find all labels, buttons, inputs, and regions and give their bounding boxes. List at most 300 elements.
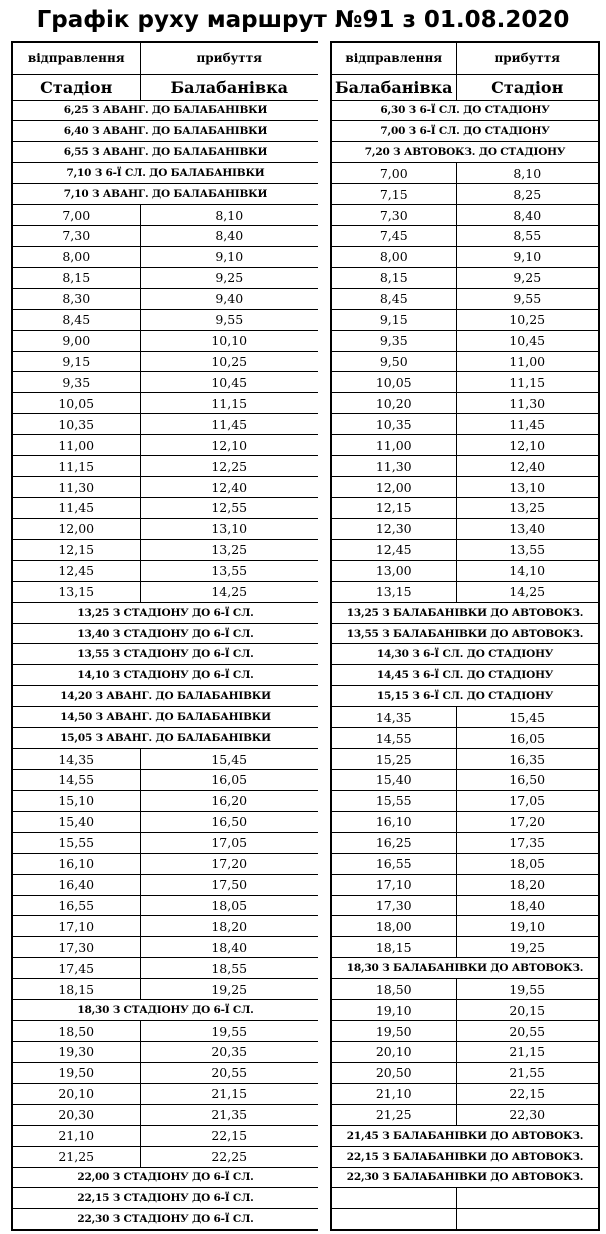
departure-time: 18,00 — [331, 916, 456, 937]
arrival-time: 10,45 — [140, 372, 319, 393]
arrival-time: 17,20 — [140, 853, 319, 874]
note-row — [12, 665, 319, 686]
arrival-time: 19,25 — [140, 979, 319, 1000]
trip-note: 6,30 З 6-Ї СЛ. ДО СТАДІОНУ — [331, 100, 599, 121]
departure-time: 7,45 — [331, 226, 456, 247]
departure-time: 10,35 — [331, 414, 456, 435]
note-row — [12, 686, 319, 707]
departure-time: 13,15 — [12, 581, 140, 602]
table-row — [331, 1104, 599, 1125]
arrival-time: 17,50 — [140, 874, 319, 895]
table-row — [331, 1062, 599, 1083]
departure-time: 12,00 — [12, 518, 140, 539]
table-row — [12, 916, 319, 937]
table-row — [331, 205, 599, 226]
note-row — [12, 1209, 319, 1230]
arrival-time: 18,20 — [140, 916, 319, 937]
trip-note: 22,15 З БАЛАБАНІВКИ ДО АВТОВОКЗ. — [331, 1146, 599, 1167]
table-row — [331, 770, 599, 791]
trip-note: 14,10 З СТАДІОНУ ДО 6-Ї СЛ. — [12, 665, 319, 686]
departure-time: 8,45 — [12, 309, 140, 330]
departure-time — [331, 1188, 456, 1209]
table-row — [331, 937, 599, 958]
trip-note: 22,30 З БАЛАБАНІВКИ ДО АВТОВОКЗ. — [331, 1167, 599, 1188]
arrival-time: 20,35 — [140, 1041, 319, 1062]
table-row — [331, 498, 599, 519]
table-row — [12, 498, 319, 519]
table-row — [12, 853, 319, 874]
table-row — [331, 246, 599, 267]
trip-note: 14,45 З 6-Ї СЛ. ДО СТАДІОНУ — [331, 665, 599, 686]
table-row — [331, 372, 599, 393]
arrival-time: 10,10 — [140, 330, 319, 351]
table-row — [12, 832, 319, 853]
table-row — [331, 728, 599, 749]
departure-time: 20,30 — [12, 1104, 140, 1125]
table-row — [331, 581, 599, 602]
table-row — [12, 330, 319, 351]
arrival-time — [456, 1188, 599, 1209]
arrival-time: 21,35 — [140, 1104, 319, 1125]
arrival-time: 11,15 — [456, 372, 599, 393]
table-row — [12, 1146, 319, 1167]
note-row — [331, 1125, 599, 1146]
arrival-time: 18,40 — [140, 937, 319, 958]
table-row — [12, 351, 319, 372]
trip-note: 22,00 З СТАДІОНУ ДО 6-Ї СЛ. — [12, 1167, 319, 1188]
trip-note: 15,05 З АВАНГ. ДО БАЛАБАНІВКИ — [12, 728, 319, 749]
table-row — [12, 518, 319, 539]
note-row — [331, 142, 599, 163]
table-row — [331, 979, 599, 1000]
departure-time: 18,15 — [12, 979, 140, 1000]
arrival-time: 9,55 — [456, 288, 599, 309]
table-row — [331, 163, 599, 184]
departure-time: 12,45 — [331, 539, 456, 560]
departure-time: 9,35 — [331, 330, 456, 351]
trip-note: 18,30 З СТАДІОНУ ДО 6-Ї СЛ. — [12, 1000, 319, 1021]
departure-time: 16,55 — [331, 853, 456, 874]
trip-note: 7,10 З АВАНГ. ДО БАЛАБАНІВКИ — [12, 184, 319, 205]
table-row — [331, 1000, 599, 1021]
table-row — [331, 393, 599, 414]
departure-time: 17,45 — [12, 958, 140, 979]
departure-time: 15,25 — [331, 749, 456, 770]
departure-time: 10,35 — [12, 414, 140, 435]
arrival-time: 18,55 — [140, 958, 319, 979]
trip-note: 14,30 З 6-Ї СЛ. ДО СТАДІОНУ — [331, 644, 599, 665]
arrival-time: 13,25 — [140, 539, 319, 560]
departure-time: 17,10 — [12, 916, 140, 937]
note-row — [331, 958, 599, 979]
table-row — [12, 1104, 319, 1125]
departure-time: 7,00 — [12, 205, 140, 226]
note-row — [12, 707, 319, 728]
table-row — [331, 518, 599, 539]
trip-note: 22,15 З СТАДІОНУ ДО 6-Ї СЛ. — [12, 1188, 319, 1209]
trip-note: 13,40 З СТАДІОНУ ДО 6-Ї СЛ. — [12, 623, 319, 644]
departure-time — [331, 1209, 456, 1230]
trip-note: 22,30 З СТАДІОНУ ДО 6-Ї СЛ. — [12, 1209, 319, 1230]
table-row — [12, 435, 319, 456]
note-row — [331, 121, 599, 142]
departure-time: 7,30 — [12, 226, 140, 247]
table-row — [12, 895, 319, 916]
arrival-time: 20,55 — [140, 1062, 319, 1083]
trip-note: 6,40 З АВАНГ. ДО БАЛАБАНІВКИ — [12, 121, 319, 142]
table-row — [12, 267, 319, 288]
departure-time: 17,30 — [331, 895, 456, 916]
table-row — [331, 330, 599, 351]
departure-time: 7,00 — [331, 163, 456, 184]
trip-note: 14,20 З АВАНГ. ДО БАЛАБАНІВКИ — [12, 686, 319, 707]
arrival-time: 18,05 — [140, 895, 319, 916]
arrival-time: 22,30 — [456, 1104, 599, 1125]
arrival-time: 8,10 — [140, 205, 319, 226]
arrival-time: 14,25 — [140, 581, 319, 602]
note-row — [331, 665, 599, 686]
departure-time: 13,00 — [331, 560, 456, 581]
departure-time: 12,45 — [12, 560, 140, 581]
arrival-time: 21,55 — [456, 1062, 599, 1083]
departure-time: 21,10 — [12, 1125, 140, 1146]
arrival-time: 9,25 — [140, 267, 319, 288]
table-row — [331, 707, 599, 728]
departure-time: 13,15 — [331, 581, 456, 602]
trip-note: 13,25 З СТАДІОНУ ДО 6-Ї СЛ. — [12, 602, 319, 623]
departure-time: 21,10 — [331, 1083, 456, 1104]
note-row — [331, 644, 599, 665]
table-row — [12, 456, 319, 477]
arrival-time: 14,25 — [456, 581, 599, 602]
arrival-time: 8,40 — [456, 205, 599, 226]
departure-time: 8,00 — [12, 246, 140, 267]
departure-time: 16,25 — [331, 832, 456, 853]
departure-time: 15,55 — [12, 832, 140, 853]
table-row — [12, 1041, 319, 1062]
table-row — [331, 309, 599, 330]
departure-time: 11,30 — [12, 477, 140, 498]
trip-note: 13,55 З БАЛАБАНІВКИ ДО АВТОВОКЗ. — [331, 623, 599, 644]
arrival-time: 19,10 — [456, 916, 599, 937]
stop-from: Балабанівка — [331, 74, 456, 100]
trip-note: 7,00 З 6-Ї СЛ. ДО СТАДІОНУ — [331, 121, 599, 142]
table-row — [331, 267, 599, 288]
trip-note: 7,20 З АВТОВОКЗ. ДО СТАДІОНУ — [331, 142, 599, 163]
table-row — [12, 477, 319, 498]
departure-time: 8,30 — [12, 288, 140, 309]
page-title: Графік руху маршрут №91 з 01.08.2020 — [36, 7, 570, 33]
arrival-time: 9,25 — [456, 267, 599, 288]
departure-time: 14,55 — [12, 770, 140, 791]
departure-time: 9,35 — [12, 372, 140, 393]
arrival-time: 20,55 — [456, 1021, 599, 1042]
departure-time: 8,15 — [331, 267, 456, 288]
table-row — [331, 351, 599, 372]
table-row — [12, 770, 319, 791]
trip-note: 7,10 З 6-Ї СЛ. ДО БАЛАБАНІВКИ — [12, 163, 319, 184]
table-row — [12, 309, 319, 330]
table-row — [331, 288, 599, 309]
departure-time: 8,15 — [12, 267, 140, 288]
arrival-time: 17,05 — [140, 832, 319, 853]
departure-time: 11,00 — [331, 435, 456, 456]
arrival-time: 13,25 — [456, 498, 599, 519]
arrival-time: 9,55 — [140, 309, 319, 330]
arrival-time: 11,45 — [456, 414, 599, 435]
table-row — [331, 184, 599, 205]
arrival-time: 11,00 — [456, 351, 599, 372]
table-row — [12, 937, 319, 958]
arrival-time: 10,25 — [456, 309, 599, 330]
departure-time: 11,30 — [331, 456, 456, 477]
stop-to: Стадіон — [456, 74, 599, 100]
table-row — [331, 414, 599, 435]
note-row — [331, 100, 599, 121]
arrival-time: 13,55 — [140, 560, 319, 581]
table-row — [331, 811, 599, 832]
table-row — [12, 1062, 319, 1083]
note-row — [12, 1167, 319, 1188]
table-row — [12, 790, 319, 811]
arrival-time: 12,55 — [140, 498, 319, 519]
note-row — [12, 1000, 319, 1021]
departure-time: 20,10 — [12, 1083, 140, 1104]
arrival-time: 21,15 — [456, 1041, 599, 1062]
table-row — [12, 581, 319, 602]
arrival-time: 20,15 — [456, 1000, 599, 1021]
trip-note: 6,55 З АВАНГ. ДО БАЛАБАНІВКИ — [12, 142, 319, 163]
table-row — [331, 916, 599, 937]
departure-time: 18,50 — [12, 1021, 140, 1042]
table-row — [12, 979, 319, 1000]
arrival-time: 8,40 — [140, 226, 319, 247]
note-row — [12, 100, 319, 121]
arrival-time: 17,35 — [456, 832, 599, 853]
header-departure: відправлення — [12, 42, 140, 74]
arrival-time: 15,45 — [456, 707, 599, 728]
arrival-time: 13,40 — [456, 518, 599, 539]
note-row — [12, 142, 319, 163]
left-timetable — [11, 41, 320, 1231]
arrival-time: 16,35 — [456, 749, 599, 770]
arrival-time: 11,30 — [456, 393, 599, 414]
departure-time: 8,00 — [331, 246, 456, 267]
table-row — [12, 246, 319, 267]
trip-note: 6,25 З АВАНГ. ДО БАЛАБАНІВКИ — [12, 100, 319, 121]
departure-time: 16,10 — [12, 853, 140, 874]
departure-time: 10,20 — [331, 393, 456, 414]
table-row — [12, 1125, 319, 1146]
arrival-time: 10,45 — [456, 330, 599, 351]
table-row — [331, 226, 599, 247]
arrival-time: 13,10 — [140, 518, 319, 539]
arrival-time: 13,10 — [456, 477, 599, 498]
trip-note: 15,15 З 6-Ї СЛ. ДО СТАДІОНУ — [331, 686, 599, 707]
trip-note: 18,30 З БАЛАБАНІВКИ ДО АВТОВОКЗ. — [331, 958, 599, 979]
note-row — [331, 1167, 599, 1188]
table-row — [331, 1188, 599, 1209]
departure-time: 12,15 — [331, 498, 456, 519]
table-row — [331, 790, 599, 811]
departure-time: 19,50 — [12, 1062, 140, 1083]
arrival-time: 21,15 — [140, 1083, 319, 1104]
arrival-time: 16,50 — [140, 811, 319, 832]
departure-time: 17,10 — [331, 874, 456, 895]
header-departure: відправлення — [331, 42, 456, 74]
arrival-time: 9,40 — [140, 288, 319, 309]
departure-time: 12,15 — [12, 539, 140, 560]
arrival-time: 19,55 — [140, 1021, 319, 1042]
arrival-time: 16,05 — [140, 770, 319, 791]
table-row — [12, 372, 319, 393]
table-row — [12, 874, 319, 895]
departure-time: 8,45 — [331, 288, 456, 309]
departure-time: 19,30 — [12, 1041, 140, 1062]
departure-time: 14,55 — [331, 728, 456, 749]
header-arrival: прибуття — [456, 42, 599, 74]
table-row — [12, 560, 319, 581]
table-row — [331, 1083, 599, 1104]
table-row — [331, 456, 599, 477]
arrival-time: 8,10 — [456, 163, 599, 184]
arrival-time: 22,15 — [140, 1125, 319, 1146]
arrival-time: 12,10 — [456, 435, 599, 456]
arrival-time: 12,10 — [140, 435, 319, 456]
table-row — [331, 1209, 599, 1230]
arrival-time: 22,15 — [456, 1083, 599, 1104]
departure-time: 11,00 — [12, 435, 140, 456]
departure-time: 21,25 — [331, 1104, 456, 1125]
departure-time: 15,40 — [331, 770, 456, 791]
arrival-time: 15,45 — [140, 749, 319, 770]
stop-from: Стадіон — [12, 74, 140, 100]
arrival-time: 19,25 — [456, 937, 599, 958]
departure-time: 7,15 — [331, 184, 456, 205]
departure-time: 12,30 — [331, 518, 456, 539]
table-row — [331, 749, 599, 770]
table-row — [12, 749, 319, 770]
departure-time: 15,10 — [12, 790, 140, 811]
arrival-time: 8,25 — [456, 184, 599, 205]
table-row — [12, 226, 319, 247]
table-row — [12, 414, 319, 435]
arrival-time: 9,10 — [456, 246, 599, 267]
departure-time: 16,40 — [12, 874, 140, 895]
departure-time: 15,55 — [331, 790, 456, 811]
arrival-time: 19,55 — [456, 979, 599, 1000]
arrival-time: 16,50 — [456, 770, 599, 791]
note-row — [12, 163, 319, 184]
note-row — [12, 728, 319, 749]
note-row — [12, 121, 319, 142]
departure-time: 10,05 — [12, 393, 140, 414]
arrival-time: 10,25 — [140, 351, 319, 372]
table-row — [12, 1021, 319, 1042]
arrival-time: 8,55 — [456, 226, 599, 247]
departure-time: 18,50 — [331, 979, 456, 1000]
table-row — [331, 560, 599, 581]
departure-time: 10,05 — [331, 372, 456, 393]
departure-time: 16,10 — [331, 811, 456, 832]
note-row — [12, 644, 319, 665]
trip-note: 14,50 З АВАНГ. ДО БАЛАБАНІВКИ — [12, 707, 319, 728]
departure-time: 19,50 — [331, 1021, 456, 1042]
departure-time: 19,10 — [331, 1000, 456, 1021]
arrival-time: 12,40 — [456, 456, 599, 477]
arrival-time: 9,10 — [140, 246, 319, 267]
note-row — [12, 1188, 319, 1209]
arrival-time: 12,40 — [140, 477, 319, 498]
note-row — [12, 623, 319, 644]
arrival-time: 18,40 — [456, 895, 599, 916]
departure-time: 9,15 — [331, 309, 456, 330]
table-row — [331, 853, 599, 874]
note-row — [331, 686, 599, 707]
table-row — [331, 832, 599, 853]
departure-time: 9,50 — [331, 351, 456, 372]
departure-time: 9,15 — [12, 351, 140, 372]
table-row — [12, 1083, 319, 1104]
arrival-time: 16,05 — [456, 728, 599, 749]
note-row — [331, 1146, 599, 1167]
stop-to: Балабанівка — [140, 74, 319, 100]
arrival-time: 18,05 — [456, 853, 599, 874]
departure-time: 18,15 — [331, 937, 456, 958]
departure-time: 20,50 — [331, 1062, 456, 1083]
arrival-time: 22,25 — [140, 1146, 319, 1167]
table-row — [331, 1021, 599, 1042]
arrival-time: 18,20 — [456, 874, 599, 895]
table-row — [331, 477, 599, 498]
table-row — [12, 205, 319, 226]
trip-note: 13,25 З БАЛАБАНІВКИ ДО АВТОВОКЗ. — [331, 602, 599, 623]
trip-note: 13,55 З СТАДІОНУ ДО 6-Ї СЛ. — [12, 644, 319, 665]
note-row — [331, 623, 599, 644]
departure-time: 14,35 — [331, 707, 456, 728]
arrival-time: 13,55 — [456, 539, 599, 560]
table-row — [12, 393, 319, 414]
note-row — [12, 602, 319, 623]
table-row — [12, 288, 319, 309]
departure-time: 21,25 — [12, 1146, 140, 1167]
trip-note: 21,45 З БАЛАБАНІВКИ ДО АВТОВОКЗ. — [331, 1125, 599, 1146]
departure-time: 17,30 — [12, 937, 140, 958]
table-row — [331, 1041, 599, 1062]
departure-time: 11,15 — [12, 456, 140, 477]
arrival-time: 16,20 — [140, 790, 319, 811]
right-timetable — [330, 41, 600, 1231]
table-row — [331, 874, 599, 895]
departure-time: 15,40 — [12, 811, 140, 832]
table-row — [12, 811, 319, 832]
arrival-time: 17,20 — [456, 811, 599, 832]
arrival-time — [456, 1209, 599, 1230]
arrival-time: 17,05 — [456, 790, 599, 811]
departure-time: 14,35 — [12, 749, 140, 770]
departure-time: 9,00 — [12, 330, 140, 351]
table-row — [331, 895, 599, 916]
arrival-time: 12,25 — [140, 456, 319, 477]
table-row — [331, 435, 599, 456]
column-divider — [318, 41, 330, 1231]
table-row — [331, 539, 599, 560]
departure-time: 20,10 — [331, 1041, 456, 1062]
departure-time: 16,55 — [12, 895, 140, 916]
note-row — [12, 184, 319, 205]
departure-time: 12,00 — [331, 477, 456, 498]
arrival-time: 11,45 — [140, 414, 319, 435]
